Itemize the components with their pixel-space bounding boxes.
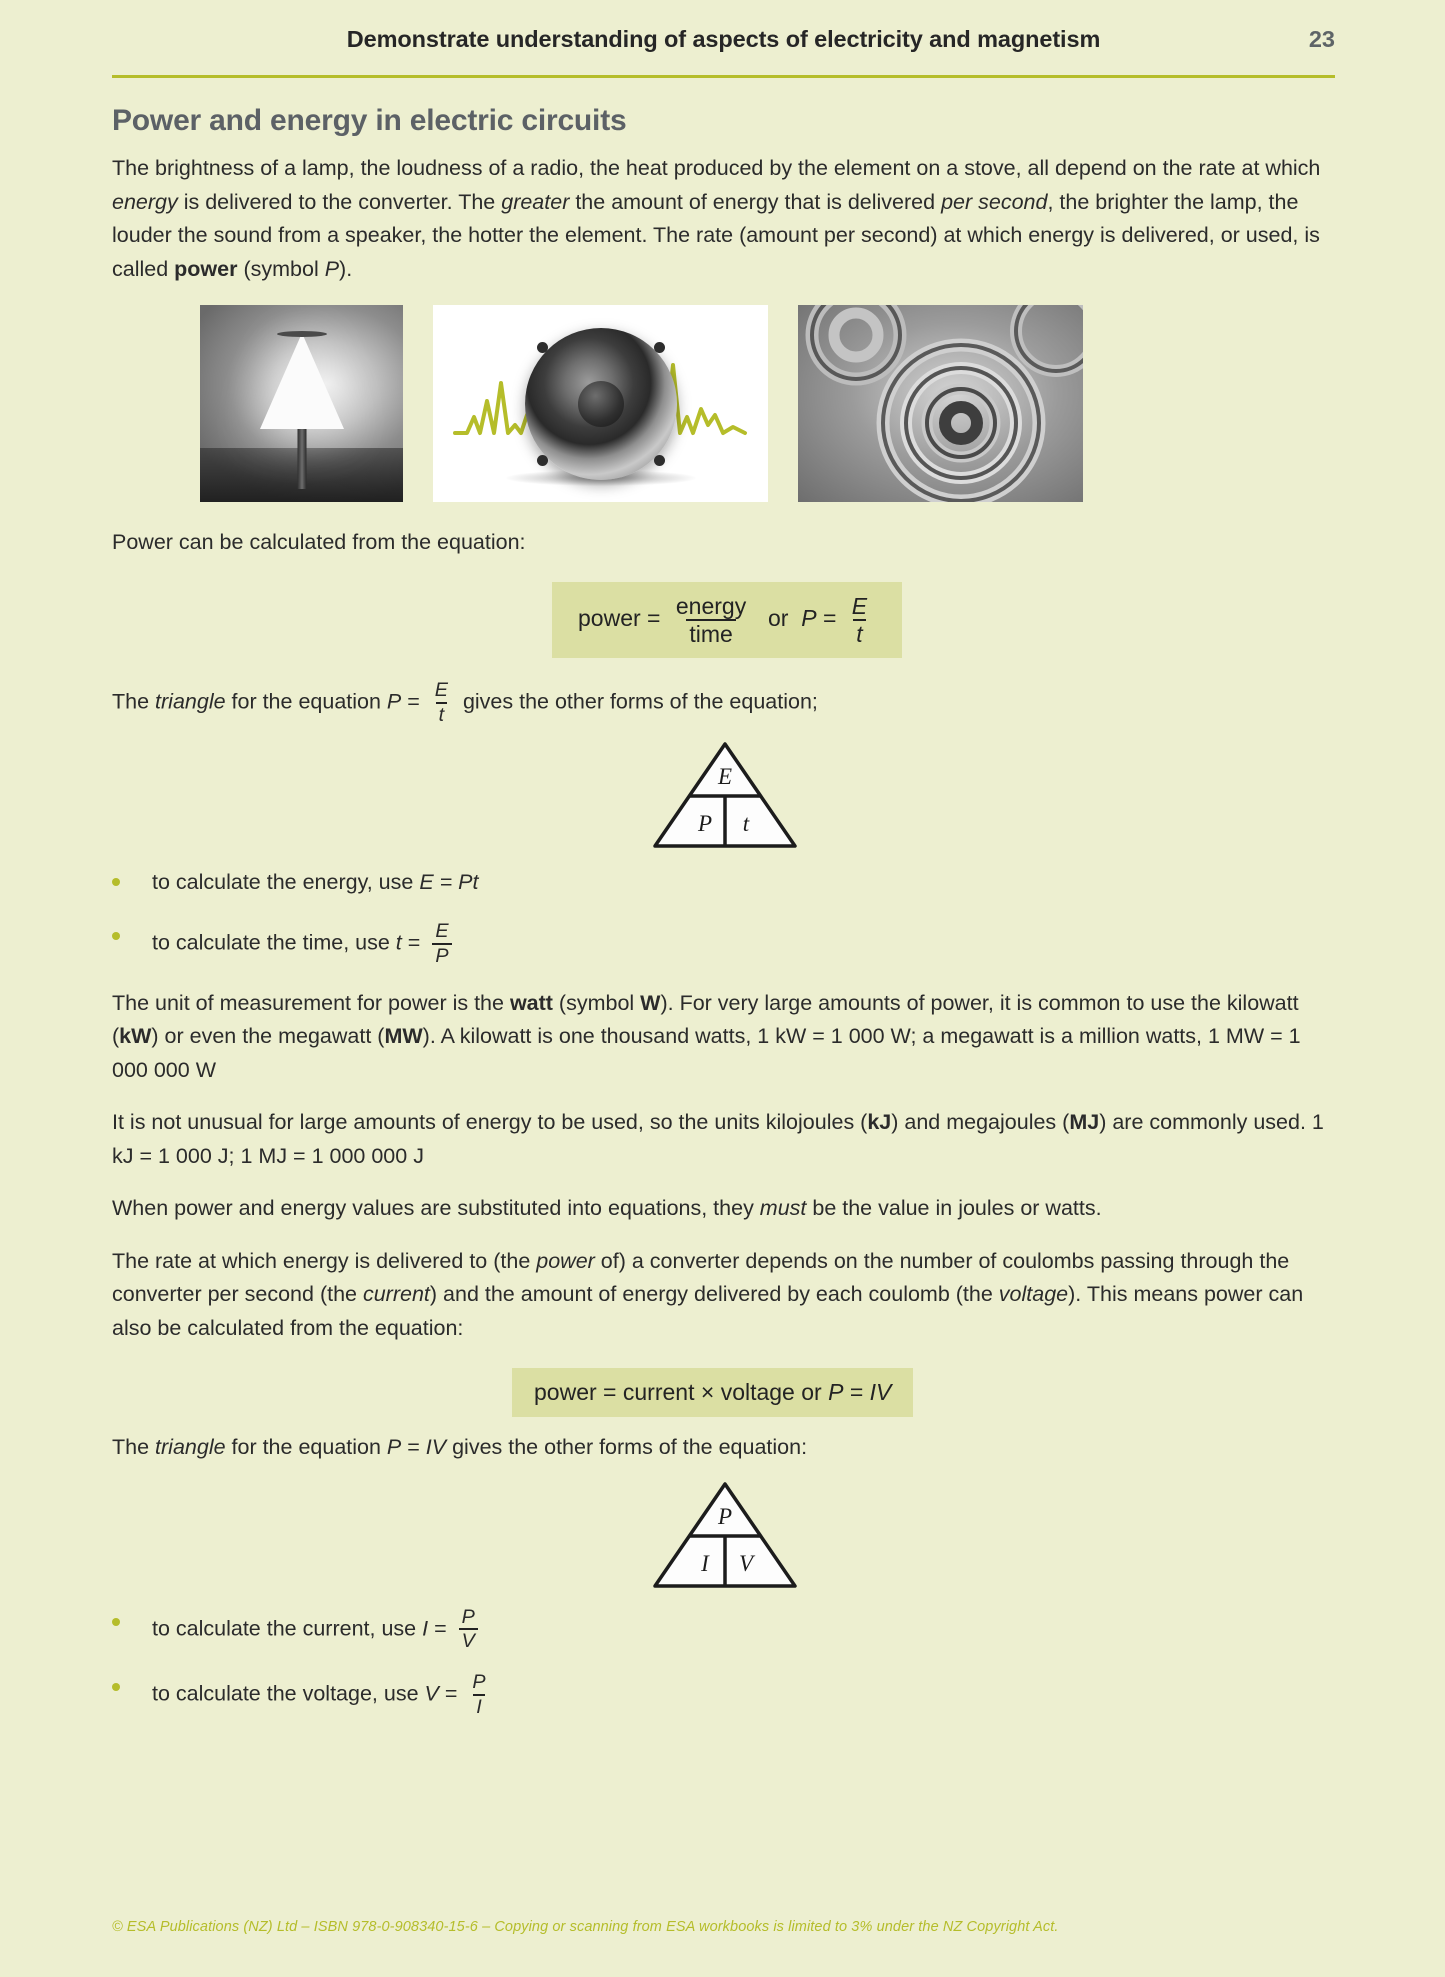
intro-line-2a: the rate at which (1162, 156, 1321, 180)
triangle-bottom-right-label: t (742, 811, 749, 837)
speaker-screw (537, 342, 548, 353)
bullet-fraction (459, 1607, 478, 1653)
intro-paragraph (112, 152, 1335, 286)
triangle-top-label: E (717, 764, 732, 790)
lead-text-3: gives the other forms of the equation; (456, 689, 818, 714)
emph-voltage: voltage (998, 1282, 1069, 1307)
substitution-paragraph (112, 1192, 1335, 1226)
equation-lead-in: Power can be calculated from the equation: (112, 530, 526, 554)
bullet-list-2 (112, 1607, 1335, 1718)
bullet-lhs: t (395, 930, 402, 955)
coulomb-text-6: This means power can also be calculated from the equation: (112, 1282, 1304, 1340)
watt-text-2: (symbol (552, 990, 641, 1015)
eq-symbol-P: P (801, 604, 817, 631)
fraction-numerator: E (851, 592, 868, 619)
intro-line-1: The brightness of a lamp, the loudness of a radio, the heat produced by the element on a stove, all depend on (112, 156, 1157, 180)
bullet-text: to calculate the time, use (152, 930, 396, 955)
lead2-text-1: The (112, 1435, 156, 1460)
speaker-cone (525, 328, 677, 480)
energy-over-time-fraction (673, 594, 749, 646)
eq-power-word: power (578, 604, 641, 631)
symbol-P: P (324, 256, 340, 281)
symbol-kJ: kJ (867, 1110, 892, 1135)
eq-equals: = (647, 604, 661, 631)
emph-must: must (759, 1196, 807, 1221)
triangle-lead-in-2: The triangle for the equation P = IV gives the other forms of the equation: (112, 1435, 808, 1460)
joules-text-1: It is not unusual for large amounts of energy to be used, so the units kilojoules ( (112, 1110, 868, 1135)
eq2-voltage-word: voltage or (720, 1379, 822, 1406)
intro-line-3b: , the brighter the lamp, the louder the sound from a speaker, the hotter the element. The rate (amount per (112, 189, 1299, 247)
fraction-denominator: P (432, 943, 451, 967)
lamp-photo (200, 305, 403, 502)
watt-text-6: ). A kilowatt is one thousand watts, 1 kW = 1 000 W; a (422, 1024, 935, 1049)
eq2-symbol-P: P (828, 1379, 844, 1406)
bullet-equals: = (444, 1681, 458, 1706)
speaker-dome (578, 381, 624, 427)
term-power: power (174, 256, 238, 281)
bullet-equals: = (434, 1616, 447, 1641)
bullet-text: to calculate the energy, use (152, 870, 420, 895)
lead-text: The (112, 689, 156, 714)
running-header (112, 0, 1335, 72)
fraction-numerator: P (461, 1605, 475, 1628)
list-item (112, 921, 1335, 967)
joules-text-2: ) and megajoules ( (891, 1110, 1070, 1135)
fraction-denominator: V (459, 1628, 478, 1652)
fraction-numerator: P (472, 1671, 486, 1694)
coulomb-text-1: The rate at which energy is delivered to (the (112, 1248, 537, 1273)
term-watt: watt (509, 990, 553, 1015)
triangle2-bottom-left-label: I (700, 1550, 709, 1576)
formula-triangle-1 (650, 739, 800, 851)
speaker-screw (537, 455, 548, 466)
lead2-text-2: for the equation (225, 1435, 387, 1460)
lead2-text-3: gives the other forms of the equation: (446, 1435, 808, 1460)
triangle-bottom-left-label: P (697, 811, 712, 837)
formula-triangle-2 (650, 1479, 800, 1591)
watt-text-7: megawatt is a million watts, 1 MW = 1 000 000 W (112, 1024, 1301, 1082)
coulomb-text-5: ). (1068, 1282, 1082, 1307)
list-item (112, 867, 1335, 901)
fraction-numerator: E (435, 920, 449, 943)
inline-symbol-IV: IV (425, 1435, 447, 1460)
formula-triangle-1-wrap (112, 739, 1337, 857)
triangle2-top-label: P (717, 1503, 732, 1529)
copyright-footer: © ESA Publications (NZ) Ltd – ISBN 978-0-908340-15-6 – Copying or scanning from ESA workbooks is limited to 3% under the NZ Copyright Act. (112, 1919, 1059, 1935)
coulomb-text-2: of) a converter depends on the number of coulombs passing (594, 1248, 1175, 1273)
triangle2-bottom-right-label: V (738, 1550, 753, 1576)
bullet-text: to calculate the voltage, use (152, 1681, 425, 1706)
bullet-fraction (469, 1672, 488, 1718)
joules-text-4: commonly used. 1 kJ = 1 000 J; 1 MJ = 1 000 000 J (112, 1110, 1324, 1168)
inline-E-over-t (432, 680, 451, 726)
speaker-photo (433, 305, 768, 502)
emph-energy: energy (112, 189, 178, 214)
lamp-stem (297, 429, 306, 489)
watt-text-4: to use the kilowatt ( (112, 990, 1299, 1049)
header-rule (112, 75, 1335, 78)
eq2-equals-1: = (603, 1379, 617, 1406)
lamp-shade-rim (277, 331, 327, 337)
intro-line-4e: ). (339, 256, 353, 281)
emph-triangle-2: triangle (155, 1435, 226, 1460)
eq-equals-2: = (822, 604, 837, 631)
sub-text-2: be the value in joules or watts. (806, 1196, 1102, 1221)
emph-greater: greater (501, 189, 570, 214)
eq2-symbol-IV: IV (869, 1379, 892, 1406)
fraction-denominator: t (436, 702, 448, 726)
list-item (112, 1607, 1335, 1653)
sub-text-1: When power and energy values are substituted into equations, they (112, 1196, 760, 1221)
E-over-t-fraction (849, 594, 870, 646)
symbol-MJ: MJ (1069, 1110, 1100, 1135)
running-header-title: Demonstrate understanding of aspects of electricity and magnetism (346, 26, 1101, 52)
joules-text-3: ) are (1099, 1110, 1144, 1135)
bullet-text: to calculate the current, use (152, 1616, 423, 1641)
fraction-denominator: time (686, 619, 735, 646)
watt-text-5: ) or even the megawatt ( (151, 1024, 385, 1049)
stove-element-illustration (798, 305, 1083, 502)
multiply-icon: × (700, 1379, 715, 1406)
emph-second: second (978, 189, 1048, 214)
emph-per: per (941, 189, 973, 214)
speaker-screw (654, 342, 665, 353)
fraction-denominator: I (473, 1694, 485, 1718)
emph-current: current (362, 1282, 430, 1307)
intro-line-4c: (symbol (237, 256, 325, 281)
coulomb-text-3: through the converter per second (the (112, 1248, 1290, 1307)
emph-triangle: triangle (155, 689, 226, 714)
lead-text-2: for the equation (225, 689, 387, 714)
eq2-power-word: power (534, 1379, 597, 1406)
eq-or: or (767, 604, 789, 631)
symbol-kW: kW (119, 1024, 152, 1049)
bullet-fraction (432, 921, 451, 967)
stove-photo (798, 305, 1083, 502)
watt-paragraph (112, 987, 1335, 1088)
coulomb-paragraph (112, 1245, 1335, 1346)
power-equation-box (552, 582, 902, 658)
intro-line-4a: second) at which energy is delivered, or used, is called (112, 223, 1320, 281)
coulomb-text-4: ) and the amount of energy delivered by each coulomb (the (429, 1282, 999, 1307)
watt-text-3: ). For very large amounts of power, it is common (660, 990, 1121, 1015)
watt-text-1: The unit of measurement for power is the (112, 990, 510, 1015)
bullet-formula: E = Pt (419, 870, 479, 895)
power-current-voltage-equation-box (512, 1368, 913, 1417)
bullet-lhs: V (424, 1681, 439, 1706)
triangle-lead-in-1: The triangle for the equation P = $\frac{E}{t}$ gives the other forms of the equation; (112, 678, 818, 726)
bullet-lhs: I (422, 1616, 429, 1641)
page-title: Power and energy in electric circuits (112, 104, 627, 137)
page-number: 23 (1308, 26, 1335, 52)
symbol-MW: MW (384, 1024, 423, 1049)
formula-triangle-2-wrap (112, 1479, 1337, 1597)
lamp-shade (260, 333, 344, 429)
inline-symbol-P: P (386, 689, 402, 714)
inline-symbol-P-2: P (386, 1435, 402, 1460)
eq2-current-word: current (622, 1379, 695, 1406)
fraction-numerator: E (434, 678, 448, 701)
eq2-equals-2: = (849, 1379, 864, 1406)
emph-power: power (536, 1248, 595, 1273)
bullet-list-1 (112, 867, 1335, 967)
fraction-denominator: t (853, 619, 865, 646)
illustration-row (200, 305, 1335, 502)
symbol-W: W (640, 990, 661, 1015)
list-item (112, 1672, 1335, 1718)
joules-paragraph (112, 1106, 1335, 1173)
intro-line-2c: is delivered to the converter. The (177, 189, 502, 214)
bullet-equals: = (407, 930, 421, 955)
speaker-screw (654, 455, 665, 466)
fraction-numerator: energy (675, 592, 747, 619)
intro-line-2e: the amount of energy that is delivered (569, 189, 942, 214)
